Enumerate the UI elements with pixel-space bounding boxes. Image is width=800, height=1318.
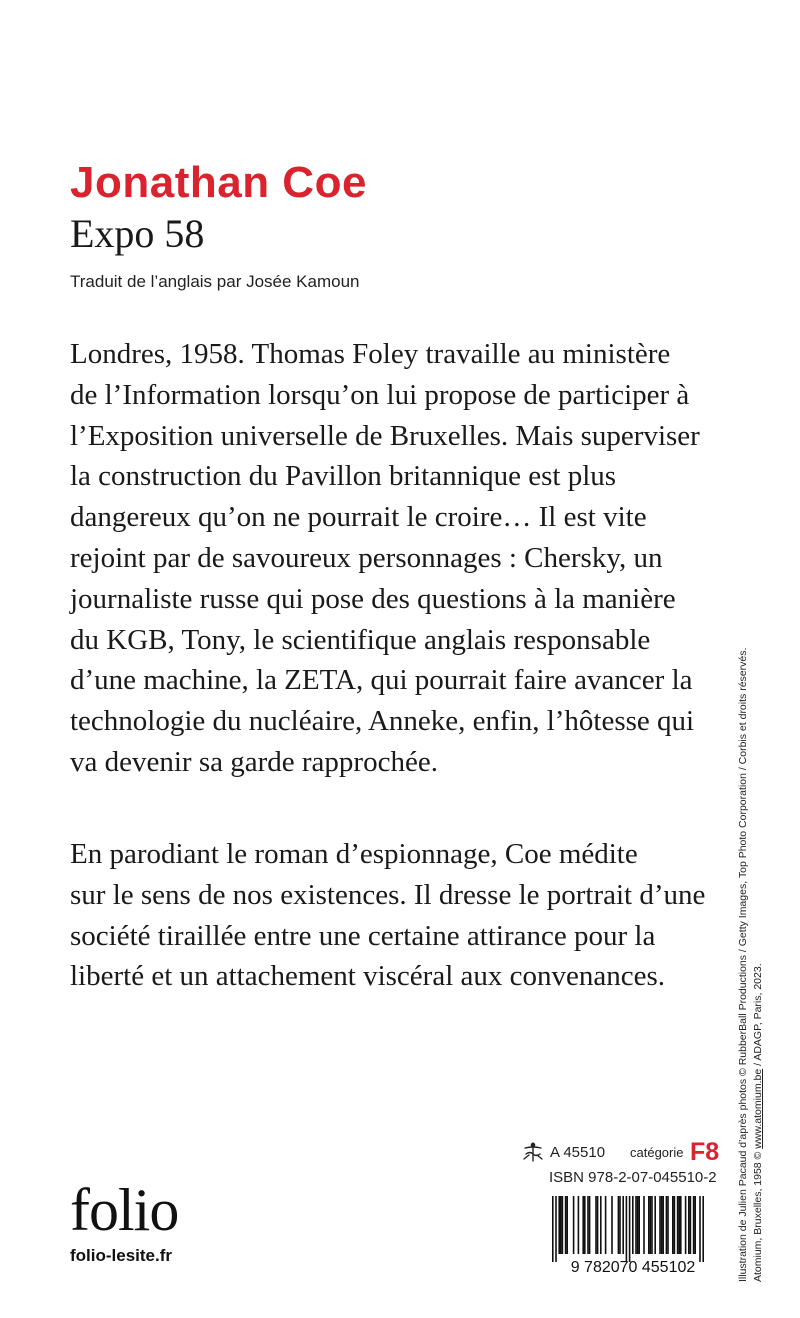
barcode-bar (578, 1196, 580, 1254)
barcode-bar (595, 1196, 597, 1254)
barcode-bar (699, 1196, 701, 1262)
blurb-line: société tiraillée entre une certaine attirance pour la (70, 919, 656, 952)
category-label: catégorie (630, 1145, 684, 1160)
barcode-bar (667, 1196, 669, 1254)
barcode-bar (666, 1196, 668, 1254)
credit-line-2-prefix: Atomium, Bruxelles, 1958 © (752, 1148, 764, 1282)
isbn: ISBN 978-2-07-045510-2 (549, 1169, 717, 1186)
barcode-bar (622, 1196, 624, 1254)
category-value: F8 (690, 1138, 720, 1166)
blurb-line: liberté et un attachement viscéral aux convenances. (70, 960, 666, 993)
barcode-bar (552, 1196, 554, 1262)
barcode-bar (650, 1196, 652, 1254)
barcode-bar (693, 1196, 695, 1254)
barcode-bar (680, 1196, 682, 1254)
blurb-line: la construction du Pavillon britannique est plus (70, 460, 617, 493)
barcode-bar (672, 1196, 674, 1254)
barcode-bar (678, 1196, 680, 1254)
barcode-bar (688, 1196, 690, 1254)
barcode-bar (558, 1196, 560, 1254)
barcode-bar (584, 1196, 586, 1254)
barcode-bar (654, 1196, 656, 1254)
barcode-bar (635, 1196, 637, 1254)
blurb-line: Londres, 1958. Thomas Foley travaille au ministère (70, 338, 671, 370)
barcode-bar (702, 1196, 704, 1262)
barcode-bar (565, 1196, 567, 1254)
barcode-bar (685, 1196, 687, 1254)
blurb-line: l’Exposition universelle de Bruxelles. Mais superviser (70, 419, 700, 452)
barcode-bar (597, 1196, 599, 1254)
publisher-code-row (522, 1138, 722, 1168)
barcode-bar (587, 1196, 589, 1254)
barcode-bar (560, 1196, 562, 1254)
folio-publisher-icon (522, 1142, 544, 1162)
barcode-bar (659, 1196, 661, 1254)
barcode-bar (611, 1196, 613, 1254)
publisher-website[interactable]: folio-lesite.fr (70, 1246, 173, 1265)
barcode-bar (694, 1196, 696, 1254)
blurb-line: dangereux qu’on ne pourrait le croire… Il est vite (70, 501, 647, 534)
barcode-bar (589, 1196, 591, 1254)
book-title: Expo 58 (70, 211, 205, 256)
credit-line-1: Illustration de Julien Pacaud d’après photos © RubberBall Productions / Getty Images, Top Photo Corporation / Corbis et droits réservés. (737, 647, 749, 1282)
barcode-bar (582, 1196, 584, 1254)
publisher-code: A 45510 (550, 1144, 606, 1161)
barcode-bar (626, 1196, 628, 1262)
blurb-line: va devenir sa garde rapprochée. (70, 745, 438, 778)
atomium-link[interactable]: www.atomium.be (752, 1068, 764, 1149)
isbn-barcode (538, 1196, 728, 1276)
blurb-line: de l’Information lorsqu’on lui propose de participer à (70, 378, 690, 411)
barcode-digits: 9 782070 455102 (570, 1259, 696, 1276)
barcode-bar (573, 1196, 575, 1254)
barcode-bar (618, 1196, 620, 1254)
barcode-bar (600, 1196, 602, 1254)
barcode-bar (632, 1196, 634, 1254)
barcode-bar (674, 1196, 676, 1254)
barcode-bar (677, 1196, 679, 1254)
credit-line-2-suffix: / ADAGP, Paris, 2023. (752, 963, 764, 1069)
blurb-line: sur le sens de nos existences. Il dresse le portrait d’une (70, 878, 706, 911)
barcode-bar (629, 1196, 631, 1262)
barcode-bar (638, 1196, 640, 1254)
blurb-paragraph-2 (70, 834, 730, 997)
barcode-bar (690, 1196, 692, 1254)
barcode-bar (619, 1196, 621, 1254)
blurb-line: rejoint par de savoureux personnages : Chersky, un (70, 541, 663, 574)
barcode-bar (662, 1196, 664, 1254)
barcode-bar (555, 1196, 557, 1262)
blurb-line: du KGB, Tony, le scientifique anglais responsable (70, 623, 651, 656)
blurb-line: En parodiant le roman d’espionnage, Coe médite (70, 838, 638, 870)
barcode-bar (605, 1196, 607, 1254)
barcode-bar (661, 1196, 663, 1254)
blurb-paragraph-1 (70, 334, 730, 783)
barcode-bar (637, 1196, 639, 1254)
credit-line-2 (751, 522, 766, 1282)
author-name: Jonathan Coe (70, 158, 367, 207)
blurb-line: d’une machine, la ZETA, qui pourrait faire avancer la (70, 664, 693, 697)
barcode-bar (651, 1196, 653, 1254)
blurb-line: journaliste russe qui pose des questions à la manière (70, 582, 676, 615)
barcode-bar (566, 1196, 568, 1254)
folio-logo: folio (70, 1177, 179, 1243)
barcode-bar (643, 1196, 645, 1254)
barcode-bar (648, 1196, 650, 1254)
translator-line: Traduit de l’anglais par Josée Kamoun (70, 272, 360, 291)
cover-credits (736, 522, 766, 1282)
blurb-line: technologie du nucléaire, Anneke, enfin, l’hôtesse qui (70, 705, 695, 738)
barcode-bar (562, 1196, 564, 1254)
